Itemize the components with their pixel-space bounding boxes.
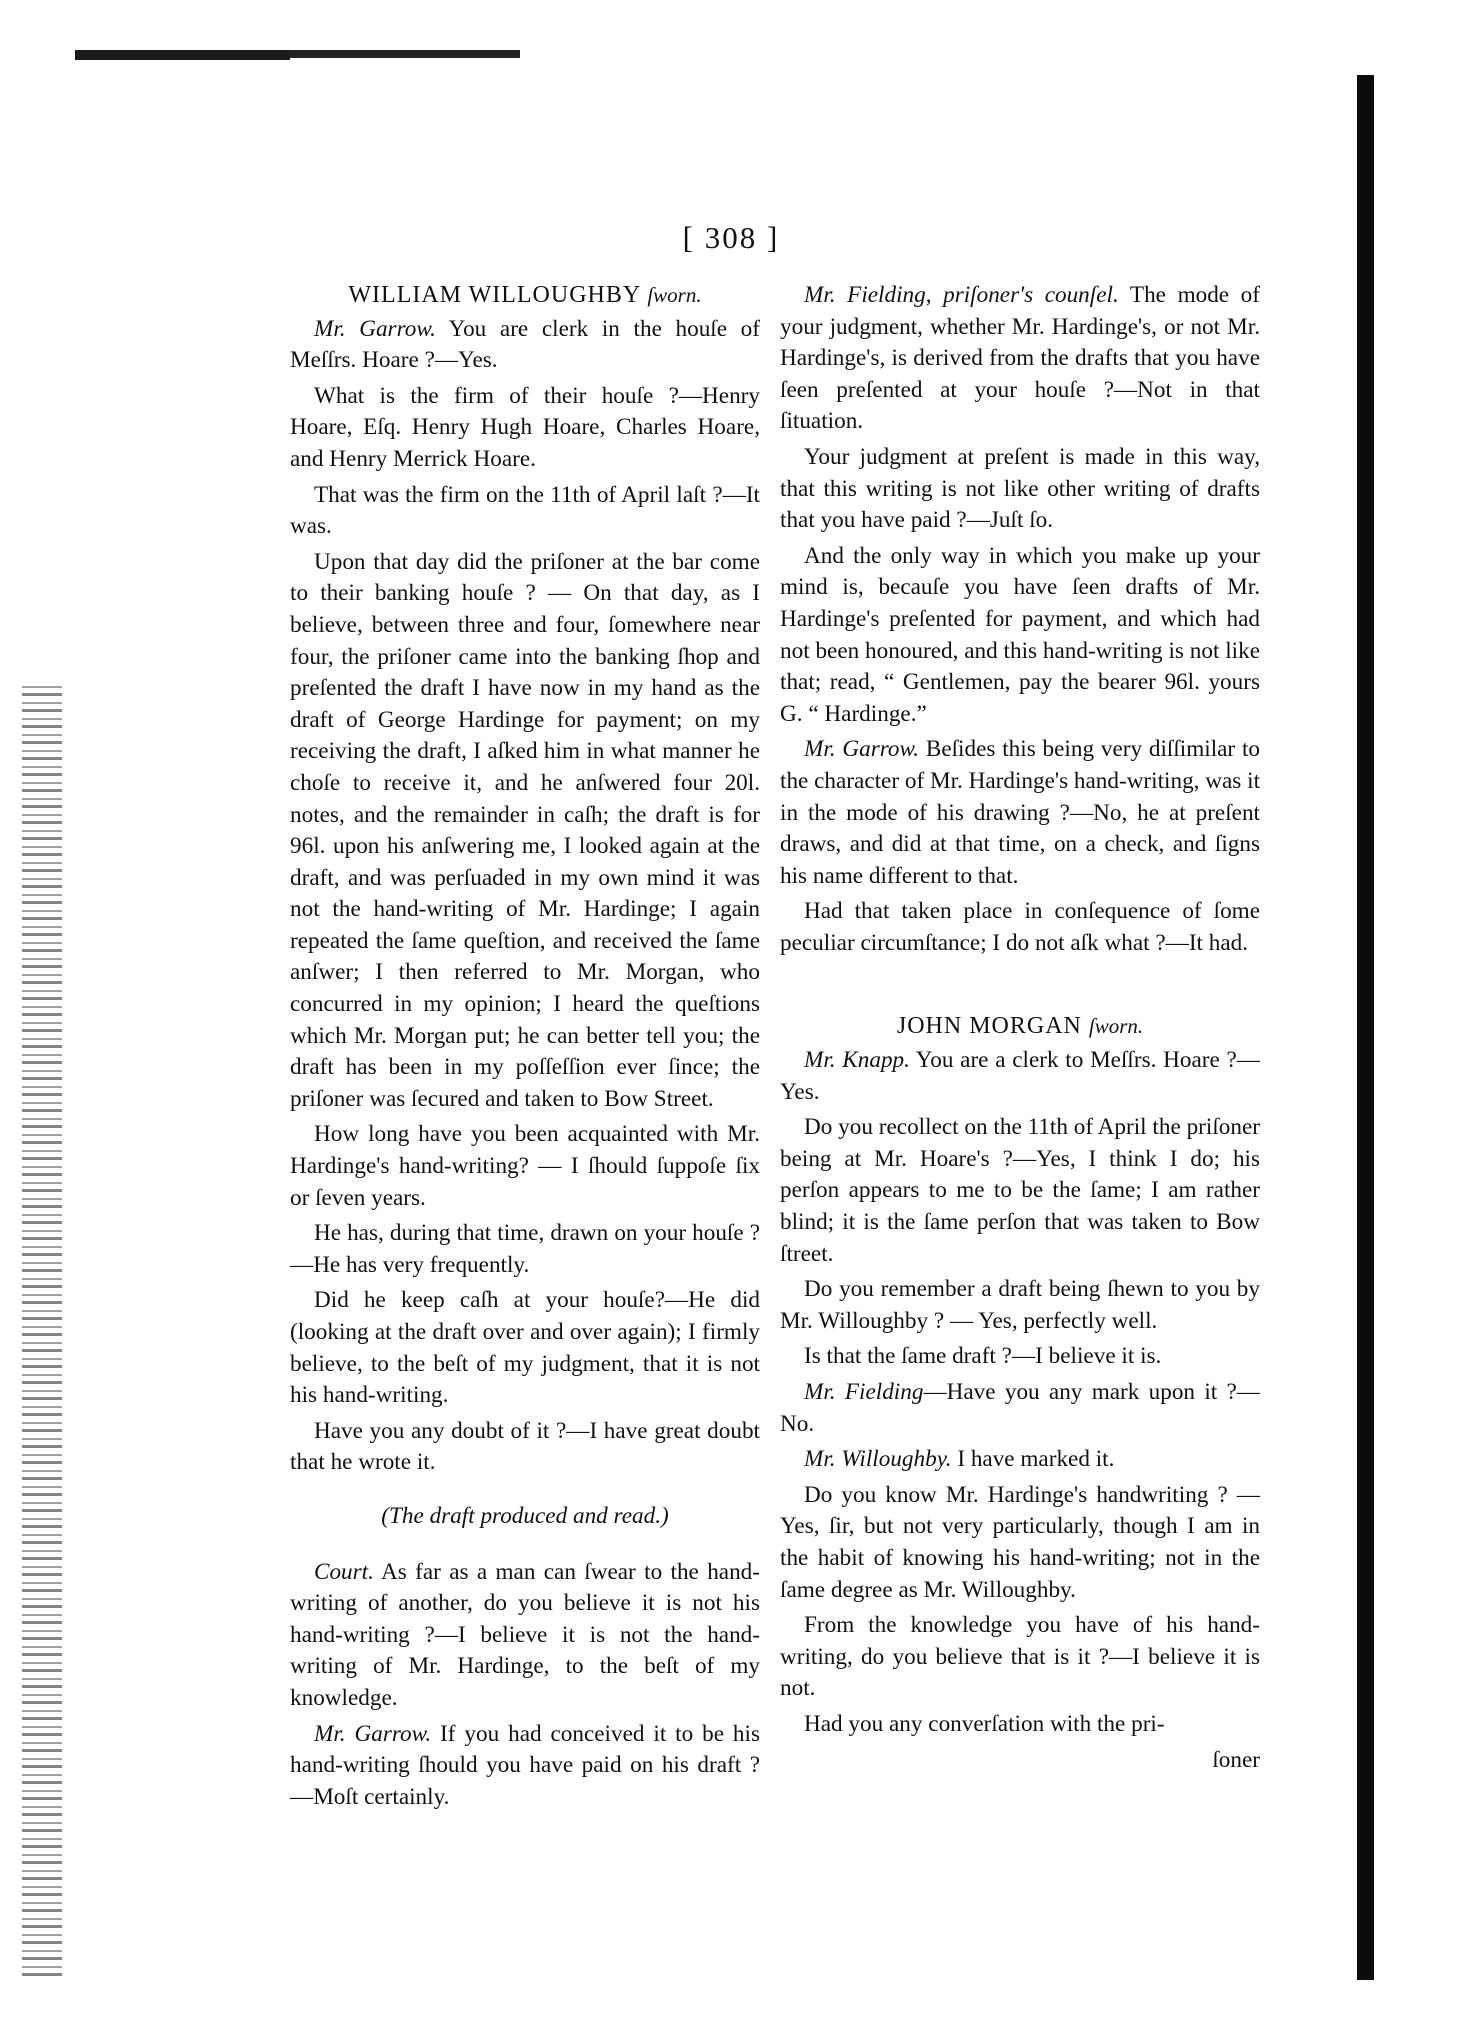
- paragraph-text: Your judgment at preſent is made in this way, that this writing is not like other writing of drafts that you have paid ?—Juſt ſo.: [780, 443, 1260, 534]
- testimony-paragraph: [780, 1045, 1260, 1108]
- paragraph-text: —Have you any mark upon it ?—No.: [780, 1379, 1260, 1437]
- witness-sworn-note: ſworn.: [647, 283, 702, 307]
- page-number: [ 308 ]: [682, 220, 780, 255]
- testimony-paragraph: [290, 1218, 760, 1281]
- testimony-paragraph: [290, 314, 760, 377]
- paragraph-text: What is the firm of their houſe ?—Henry Hoare, Eſq. Henry Hugh Hoare, Charles Hoare, and Henry Merrick Hoare.: [290, 382, 760, 472]
- speaker-name: Mr. Fielding, priſoner's counſel.: [804, 282, 1119, 308]
- scan-artifact-top: [75, 50, 290, 60]
- stage-direction: (The draft produced and read.): [381, 1502, 669, 1529]
- speaker-name: Mr. Garrow.: [314, 1720, 432, 1747]
- paragraph-text: That was the firm on the 11th of April laſt ?—It was.: [290, 481, 760, 540]
- paragraph-text: If you had conceived it to be his hand-writing ſhould you have paid on his draft ?—Moſt certainly.: [290, 1720, 760, 1810]
- testimony-paragraph: [780, 1341, 1260, 1373]
- testimony-paragraph: [780, 1112, 1260, 1270]
- paragraph-text: Do you remember a draft being ſhewn to you by Mr. Willoughby ? — Yes, perfectly well.: [780, 1276, 1260, 1334]
- speaker-name: Court.: [314, 1558, 374, 1585]
- paragraph-text: And the only way in which you make up your mind is, becauſe you have ſeen drafts of Mr. Hardinge's preſented for payment, and which had not been honoured, and this hand-writing is not like that; read, “ Gentlemen, pay the bearer 96l. yours G. “ Hardinge.”: [780, 542, 1260, 727]
- testimony-paragraph: [780, 1444, 1260, 1476]
- paragraph-text: You are a clerk to Meſſrs. Hoare ?—Yes.: [780, 1047, 1260, 1105]
- paragraph-text: As far as a man can ſwear to the hand-writing of another, do you believe it is not his hand-writing ?—I believe it is not the hand-writing of Mr. Hardinge, to the beſt of my knowledge.: [290, 1558, 760, 1711]
- testimony-paragraph: [780, 442, 1260, 537]
- witness-heading-morgan: [780, 1011, 1260, 1043]
- scan-artifact-top-2: [290, 50, 520, 58]
- testimony-paragraph: [780, 1274, 1260, 1337]
- paragraph-text: Is that the ſame draft ?—I believe it is.: [804, 1343, 1162, 1370]
- paragraph-text: Beſides this being very diſſimilar to the character of Mr. Hardinge's hand-writing, was it in the mode of his drawing ?—No, he at preſent draws, and did at that time, on a check, and ſigns his name different to that.: [780, 736, 1261, 889]
- paragraph-text: You are clerk in the houſe of Meſſrs. Hoare ?—Yes.: [290, 315, 760, 374]
- paragraph-text: Upon that day did the priſoner at the bar come to their banking houſe ? — On that day, as I believe, between three and four, ſomewhere near four, the priſoner came into the banking ſhop and preſented the draft I have now in my hand as the draft of George Hardinge for payment; on my receiving the draft, I aſked him in what manner he choſe to receive it, and he anſwered four 20l. notes, and the remainder in caſh; the draft is for 96l. upon his anſwering me, I looked again at the draft, and was perſuaded in my own mind it was not the hand-writing of Mr. Hardinge; I again repeated the ſame queſtion, and received the ſame anſwer; I then referred to Mr. Morgan, who concurred in my opinion; I heard the queſtions which Mr. Morgan put; he can better tell you; the draft has been in my poſſeſſion ever ſince; the priſoner was ſecured and taken to Bow Street.: [290, 548, 760, 1112]
- testimony-paragraph: [290, 480, 760, 543]
- testimony-paragraph: [780, 1377, 1260, 1440]
- left-column: [290, 280, 760, 1817]
- testimony-paragraph: [290, 381, 760, 476]
- witness-name: WILLIAM WILLOUGHBY: [348, 282, 641, 308]
- speaker-name: Mr. Fielding: [804, 1379, 924, 1405]
- testimony-paragraph: [780, 734, 1260, 892]
- paragraph-text: I have marked it.: [951, 1446, 1115, 1473]
- testimony-paragraph: [290, 1557, 760, 1715]
- scan-margin-artifact: [22, 680, 62, 1980]
- testimony-paragraph: [290, 1285, 760, 1411]
- paragraph-text: Had you any converſation with the pri-: [804, 1710, 1165, 1737]
- paragraph-text: Had that taken place in conſequence of ſome peculiar circumſtance; I do not aſk what ?—It had.: [780, 898, 1260, 956]
- right-column: [780, 280, 1260, 1780]
- catchword: ſoner: [1212, 1746, 1260, 1773]
- paragraph-text: Do you know Mr. Hardinge's handwriting ? — Yes, ſir, but not very particularly, though I am in the habit of knowing his hand-writing; not in the ſame degree as Mr. Willoughby.: [780, 1481, 1260, 1603]
- testimony-paragraph: [780, 541, 1260, 731]
- testimony-paragraph: [290, 1719, 760, 1814]
- right-paragraphs-before: [780, 280, 1260, 959]
- testimony-paragraph: [780, 1709, 1260, 1741]
- testimony-paragraph: [780, 1480, 1260, 1606]
- testimony-paragraph: [780, 1610, 1260, 1705]
- testimony-paragraph: [290, 1119, 760, 1214]
- scan-binding-edge: [1357, 75, 1374, 1980]
- paragraph-text: Did he keep caſh at your houſe?—He did (looking at the draft over and over again); I firmly believe, to the beſt of my judgment, that it is not his hand-writing.: [290, 1287, 760, 1409]
- speaker-name: Mr. Garrow.: [804, 736, 920, 763]
- left-paragraphs: [290, 314, 760, 1479]
- speaker-name: Mr. Willoughby.: [804, 1446, 952, 1473]
- speaker-name: Mr. Knapp.: [804, 1047, 910, 1074]
- section-gap: [780, 963, 1260, 1011]
- paragraph-text: Do you recollect on the 11th of April the priſoner being at Mr. Hoare's ?—Yes, I think I do; his perſon appears to me to be the ſame; I am rather blind; it is the ſame perſon that was taken to Bow ſtreet.: [780, 1114, 1260, 1267]
- paragraph-text: From the knowledge you have of his hand-writing, do you believe that is it ?—I believe it is not.: [780, 1612, 1260, 1702]
- witness-name: JOHN MORGAN: [896, 1013, 1082, 1040]
- testimony-paragraph: [290, 1416, 760, 1479]
- witness-sworn-note: ſworn.: [1088, 1014, 1144, 1039]
- right-paragraphs: [780, 1045, 1260, 1740]
- paragraph-text: How long have you been acquainted with Mr. Hardinge's hand-writing? — I ſhould ſuppoſe ſix or ſeven years.: [290, 1121, 760, 1211]
- left-paragraphs-after: [290, 1557, 760, 1814]
- paragraph-text: The mode of your judgment, whether Mr. Hardinge's, or not Mr. Hardinge's, is derived from the drafts that you have ſeen preſented at your houſe ?—Not in that ſituation.: [780, 282, 1260, 435]
- paragraph-text: Have you any doubt of it ?—I have great doubt that he wrote it.: [290, 1417, 760, 1476]
- testimony-paragraph: [780, 280, 1260, 438]
- witness-heading-willoughby: [290, 280, 760, 312]
- paragraph-text: He has, during that time, drawn on your houſe ?—He has very frequently.: [290, 1220, 760, 1278]
- testimony-paragraph: [290, 547, 760, 1116]
- speaker-name: Mr. Garrow.: [314, 315, 436, 342]
- testimony-paragraph: [780, 896, 1260, 959]
